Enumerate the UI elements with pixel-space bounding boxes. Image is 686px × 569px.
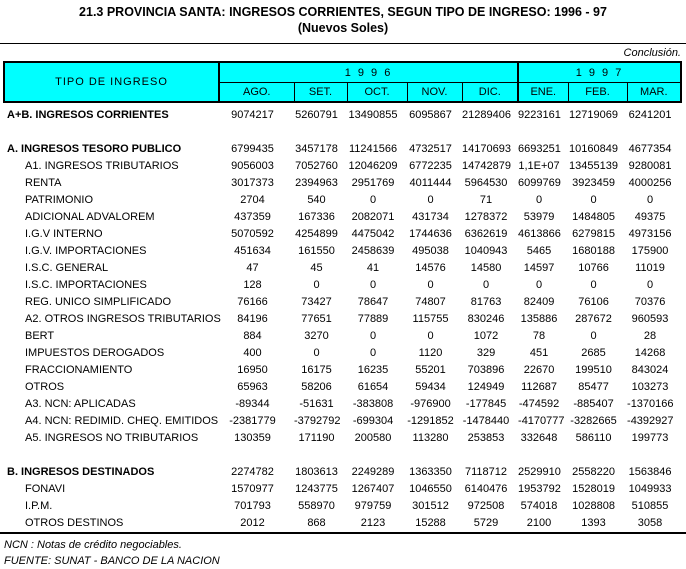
- table-row: [4, 209, 681, 226]
- year-header-1996: 1 9 9 6: [219, 62, 518, 83]
- value-cell: 2123: [360, 517, 386, 529]
- value-cell: 14580: [470, 262, 502, 274]
- value-cell: 0: [369, 330, 377, 342]
- row-label: OTROS DESTINOS: [25, 517, 124, 529]
- value-cell: 4000256: [628, 177, 672, 189]
- value-cell: 0: [369, 347, 377, 359]
- value-cell: 7118712: [465, 466, 508, 478]
- value-cell: 830246: [467, 313, 505, 325]
- table-body: [4, 102, 681, 532]
- value-cell: -3282665: [570, 415, 617, 427]
- value-cell: -1478440: [462, 415, 510, 427]
- row-label: A3. NCN: APLICADAS: [25, 398, 136, 410]
- table-row: [4, 175, 681, 192]
- value-cell: -3792792: [294, 415, 341, 427]
- value-cell: 9223161: [518, 109, 561, 121]
- value-cell: 70376: [634, 296, 666, 308]
- value-cell: 4613866: [518, 228, 561, 240]
- footnotes: [0, 537, 686, 569]
- value-cell: 1049933: [628, 483, 672, 495]
- table-row: [4, 107, 681, 124]
- value-cell: 1028808: [572, 500, 615, 512]
- value-cell: 85477: [578, 381, 609, 393]
- value-cell: 65963: [237, 381, 268, 393]
- row-label: A1. INGRESOS TRIBUTARIOS: [25, 160, 179, 172]
- value-cell: 71: [479, 194, 493, 206]
- value-cell: -51631: [299, 398, 334, 410]
- value-cell: 0: [482, 279, 490, 291]
- value-cell: 73427: [301, 296, 332, 308]
- value-cell: 979759: [354, 500, 392, 512]
- value-cell: 1953792: [518, 483, 561, 495]
- value-cell: 3457178: [295, 143, 338, 155]
- value-cell: 400: [243, 347, 262, 359]
- value-cell: 868: [307, 517, 326, 529]
- row-label: RENTA: [25, 177, 62, 189]
- value-cell: -1370166: [627, 398, 674, 410]
- value-cell: -4392927: [627, 415, 674, 427]
- value-cell: 10766: [578, 262, 609, 274]
- value-cell: 77889: [357, 313, 389, 325]
- value-cell: 2082071: [351, 211, 395, 223]
- value-cell: 2558220: [572, 466, 615, 478]
- value-cell: 437359: [234, 211, 271, 223]
- table-row: [4, 141, 681, 158]
- value-cell: 0: [369, 194, 377, 206]
- value-cell: 495038: [412, 245, 449, 257]
- value-cell: 161550: [298, 245, 335, 257]
- value-cell: 0: [590, 279, 597, 291]
- table-row: [4, 345, 681, 362]
- blank-cell: [4, 447, 681, 464]
- table-row: [4, 498, 681, 515]
- value-cell: 329: [476, 347, 496, 359]
- value-cell: 11241566: [348, 143, 398, 155]
- value-cell: 0: [313, 347, 320, 359]
- value-cell: 74807: [415, 296, 446, 308]
- value-cell: 2529910: [518, 466, 561, 478]
- column-header-feb: FEB.: [568, 83, 627, 103]
- value-cell: -177845: [465, 398, 507, 410]
- value-cell: 59434: [415, 381, 446, 393]
- value-cell: 0: [535, 279, 543, 291]
- value-cell: 128: [243, 279, 262, 291]
- value-cell: 1046550: [409, 483, 452, 495]
- value-cell: 77651: [301, 313, 332, 325]
- value-cell: 3923459: [572, 177, 615, 189]
- table-row: [4, 192, 681, 209]
- blank-row: [4, 447, 681, 464]
- value-cell: 115755: [412, 313, 449, 325]
- value-cell: 76106: [578, 296, 609, 308]
- value-cell: 4254899: [295, 228, 338, 240]
- footnote-source: FUENTE: SUNAT - BANCO DE LA NACION: [4, 555, 220, 567]
- value-cell: 9074217: [231, 109, 274, 121]
- value-cell: 701793: [234, 500, 271, 512]
- value-cell: -699304: [352, 415, 394, 427]
- value-cell: 0: [590, 330, 597, 342]
- column-header-tipo-de-ingreso: TIPO DE INGRESO: [4, 62, 219, 102]
- column-header-nov: NOV.: [407, 83, 462, 103]
- row-label: A2. OTROS INGRESOS TRIBUTARIOS: [25, 313, 221, 325]
- value-cell: 12719069: [569, 109, 618, 121]
- value-cell: 4973156: [628, 228, 672, 240]
- value-cell: 0: [369, 279, 377, 291]
- value-cell: 4677354: [628, 143, 672, 155]
- value-cell: 14597: [523, 262, 555, 274]
- value-cell: -2381779: [229, 415, 276, 427]
- value-cell: 253853: [467, 432, 505, 444]
- value-cell: 130359: [234, 432, 271, 444]
- value-cell: 171190: [298, 432, 335, 444]
- value-cell: 78: [532, 330, 546, 342]
- value-cell: 6095867: [409, 109, 452, 121]
- row-label: FONAVI: [25, 483, 66, 495]
- value-cell: 22670: [523, 364, 555, 376]
- value-cell: -885407: [573, 398, 614, 410]
- value-cell: -1291852: [407, 415, 454, 427]
- value-cell: 1744636: [409, 228, 452, 240]
- value-cell: 16235: [357, 364, 389, 376]
- value-cell: 1803613: [295, 466, 338, 478]
- page-title: 21.3 PROVINCIA SANTA: INGRESOS CORRIENTES, SEGUN TIPO DE INGRESO: 1996 - 97: [79, 5, 607, 19]
- table-row: [4, 396, 681, 413]
- row-label: ADICIONAL ADVALOREM: [25, 211, 155, 223]
- row-label: I.G.V INTERNO: [25, 228, 103, 240]
- blank-row: [4, 124, 681, 141]
- row-label: I.S.C. GENERAL: [25, 262, 109, 274]
- value-cell: 451634: [234, 245, 271, 257]
- income-table: [3, 61, 682, 532]
- value-cell: 9280081: [628, 160, 672, 172]
- value-cell: -976900: [410, 398, 451, 410]
- value-cell: 76166: [237, 296, 268, 308]
- value-cell: 28: [643, 330, 657, 342]
- table-row: [4, 311, 681, 328]
- value-cell: 1393: [581, 517, 606, 529]
- value-cell: -474592: [518, 398, 560, 410]
- value-cell: 84196: [237, 313, 268, 325]
- table-row: [4, 379, 681, 396]
- row-label: PATRIMONIO: [25, 194, 94, 206]
- value-cell: 167336: [298, 211, 335, 223]
- value-cell: 21289406: [462, 109, 511, 121]
- value-cell: 0: [313, 279, 320, 291]
- value-cell: 884: [243, 330, 262, 342]
- value-cell: -383808: [352, 398, 394, 410]
- row-label: A5. INGRESOS NO TRIBUTARIOS: [25, 432, 199, 444]
- value-cell: 14170693: [462, 143, 511, 155]
- row-label: BERT: [25, 330, 55, 342]
- value-cell: 0: [427, 330, 434, 342]
- value-cell: 431734: [412, 211, 449, 223]
- value-cell: 14576: [415, 262, 446, 274]
- top-divider: [0, 43, 686, 44]
- table-row: [4, 260, 681, 277]
- page-subtitle: (Nuevos Soles): [297, 21, 389, 35]
- value-cell: 558970: [298, 500, 335, 512]
- value-cell: 14742879: [462, 160, 511, 172]
- value-cell: 1484805: [572, 211, 615, 223]
- value-cell: 1,1E+07: [518, 160, 560, 172]
- value-cell: 135886: [520, 313, 558, 325]
- value-cell: 49375: [634, 211, 666, 223]
- value-cell: 287672: [575, 313, 612, 325]
- value-cell: 81763: [470, 296, 502, 308]
- table-row: [4, 158, 681, 175]
- value-cell: 47: [246, 262, 259, 274]
- table-header: [4, 62, 681, 102]
- value-cell: 41: [366, 262, 380, 274]
- row-label: A. INGRESOS TESORO PUBLICO: [7, 143, 182, 155]
- row-label: OTROS: [25, 381, 65, 393]
- year-header-row: [4, 62, 681, 83]
- table-row: [4, 515, 681, 532]
- value-cell: 13455139: [569, 160, 618, 172]
- value-cell: 112687: [521, 381, 557, 393]
- value-cell: 1570977: [231, 483, 274, 495]
- value-cell: 1120: [418, 347, 443, 359]
- value-cell: 4475042: [351, 228, 395, 240]
- value-cell: 0: [427, 194, 434, 206]
- value-cell: 199510: [575, 364, 612, 376]
- value-cell: 6279815: [572, 228, 615, 240]
- year-header-1997: 1 9 9 7: [518, 62, 681, 83]
- bottom-divider: [0, 532, 686, 534]
- value-cell: 0: [535, 194, 543, 206]
- value-cell: 574018: [520, 500, 558, 512]
- value-cell: 15288: [415, 517, 446, 529]
- value-cell: 6799435: [231, 143, 274, 155]
- table-row: [4, 430, 681, 447]
- value-cell: 5260791: [295, 109, 338, 121]
- value-cell: 12046209: [348, 160, 398, 172]
- value-cell: 510855: [631, 500, 669, 512]
- value-cell: 103273: [631, 381, 669, 393]
- value-cell: 5964530: [464, 177, 508, 189]
- value-cell: 843024: [631, 364, 669, 376]
- column-header-ago: AGO.: [219, 83, 294, 103]
- table-row: [4, 413, 681, 430]
- column-header-dic: DIC.: [462, 83, 518, 103]
- value-cell: 11019: [635, 262, 665, 274]
- value-cell: 200580: [354, 432, 392, 444]
- row-label: A4. NCN: REDIMID. CHEQ. EMITIDOS: [25, 415, 219, 427]
- value-cell: 0: [427, 279, 434, 291]
- value-cell: 82409: [523, 296, 555, 308]
- value-cell: 4011444: [409, 177, 452, 189]
- footnote-ncn: NCN : Notas de crédito negociables.: [4, 539, 182, 551]
- value-cell: 78647: [357, 296, 389, 308]
- value-cell: 53979: [523, 211, 555, 223]
- conclusion-note: Conclusión.: [623, 47, 681, 59]
- value-cell: 5729: [473, 517, 499, 529]
- value-cell: 1072: [473, 330, 499, 342]
- value-cell: 16950: [237, 364, 268, 376]
- blank-cell: [4, 124, 681, 141]
- value-cell: 1563846: [628, 466, 672, 478]
- value-cell: 45: [310, 262, 323, 274]
- value-cell: 0: [590, 194, 597, 206]
- table-row: [4, 277, 681, 294]
- value-cell: 1243775: [295, 483, 338, 495]
- value-cell: 6099769: [518, 177, 561, 189]
- value-cell: 332648: [520, 432, 558, 444]
- table-row: [4, 362, 681, 379]
- value-cell: 2704: [240, 194, 265, 206]
- value-cell: 2951769: [351, 177, 395, 189]
- value-cell: 960593: [631, 313, 669, 325]
- column-header-mar: MAR.: [627, 83, 681, 103]
- value-cell: 2685: [581, 347, 606, 359]
- value-cell: 0: [646, 279, 654, 291]
- value-cell: 13490855: [348, 109, 398, 121]
- value-cell: 58206: [301, 381, 332, 393]
- value-cell: 4732517: [409, 143, 452, 155]
- value-cell: 972508: [467, 500, 505, 512]
- table-row: [4, 328, 681, 345]
- value-cell: 2274782: [231, 466, 274, 478]
- value-cell: 2249289: [351, 466, 395, 478]
- value-cell: 175900: [631, 245, 669, 257]
- column-header-oct: OCT.: [347, 83, 407, 103]
- value-cell: 124949: [467, 381, 505, 393]
- value-cell: 61654: [357, 381, 389, 393]
- row-label: A+B. INGRESOS CORRIENTES: [7, 109, 169, 121]
- value-cell: 5070592: [231, 228, 274, 240]
- value-cell: 6693251: [518, 143, 561, 155]
- value-cell: -89344: [235, 398, 270, 410]
- table-row: [4, 481, 681, 498]
- value-cell: 6241201: [628, 109, 672, 121]
- value-cell: 703896: [467, 364, 505, 376]
- value-cell: 3017373: [231, 177, 274, 189]
- value-cell: -4170777: [518, 415, 565, 427]
- table-row: [4, 226, 681, 243]
- row-label: I.G.V. IMPORTACIONES: [25, 245, 147, 257]
- row-label: B. INGRESOS DESTINADOS: [7, 466, 155, 478]
- value-cell: 0: [646, 194, 654, 206]
- row-label: IMPUESTOS DEROGADOS: [25, 347, 165, 359]
- table-row: [4, 243, 681, 260]
- value-cell: 1040943: [464, 245, 508, 257]
- value-cell: 6362619: [464, 228, 508, 240]
- table-row: [4, 294, 681, 311]
- row-label: I.P.M.: [25, 500, 53, 512]
- value-cell: 2100: [526, 517, 552, 529]
- value-cell: 7052760: [295, 160, 338, 172]
- value-cell: 2012: [240, 517, 265, 529]
- value-cell: 6140476: [464, 483, 508, 495]
- row-label: FRACCIONAMIENTO: [25, 364, 133, 376]
- value-cell: 14268: [634, 347, 666, 359]
- value-cell: 3058: [637, 517, 663, 529]
- value-cell: 1528019: [572, 483, 615, 495]
- value-cell: 586110: [575, 432, 612, 444]
- value-cell: 113280: [412, 432, 449, 444]
- column-header-ene: ENE.: [518, 83, 568, 103]
- value-cell: 1680188: [572, 245, 615, 257]
- value-cell: 6772235: [409, 160, 452, 172]
- value-cell: 1267407: [351, 483, 395, 495]
- value-cell: 1363350: [409, 466, 452, 478]
- value-cell: 2458639: [351, 245, 395, 257]
- table-row: [4, 464, 681, 481]
- value-cell: 5465: [526, 245, 552, 257]
- value-cell: 301512: [412, 500, 449, 512]
- value-cell: 55201: [415, 364, 446, 376]
- value-cell: 3270: [304, 330, 329, 342]
- value-cell: 10160849: [569, 143, 618, 155]
- value-cell: 2394963: [295, 177, 338, 189]
- column-header-set: SET.: [294, 83, 347, 103]
- row-label: I.S.C. IMPORTACIONES: [25, 279, 147, 291]
- value-cell: 1278372: [464, 211, 508, 223]
- value-cell: 199773: [631, 432, 669, 444]
- value-cell: 540: [307, 194, 326, 206]
- value-cell: 451: [529, 347, 549, 359]
- value-cell: 9056003: [231, 160, 274, 172]
- row-label: REG. UNICO SIMPLIFICADO: [25, 296, 172, 308]
- value-cell: 16175: [301, 364, 332, 376]
